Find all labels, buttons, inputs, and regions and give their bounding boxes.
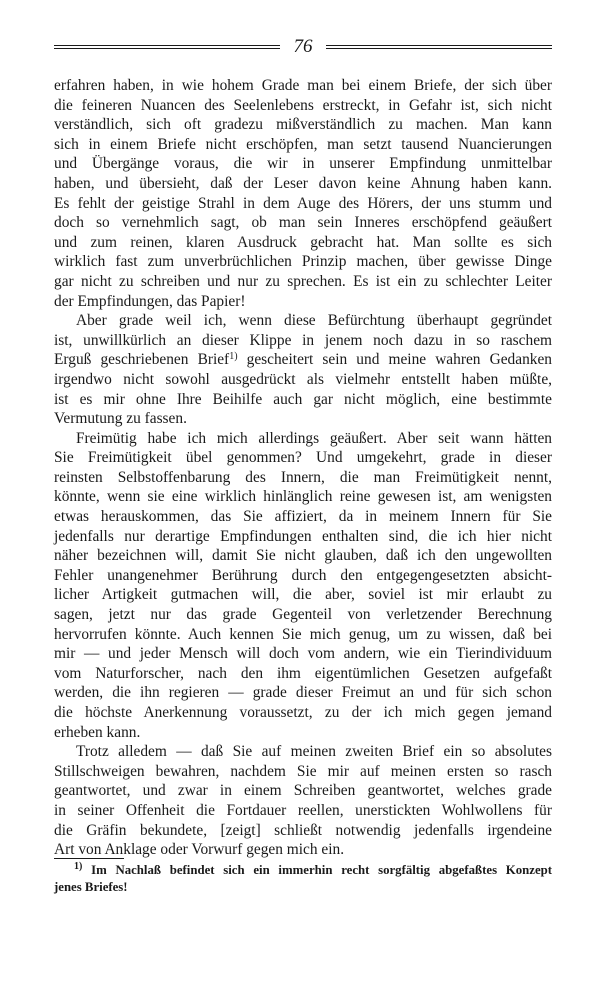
text-line: vom Naturforscher, nach den ihm eigentümlichen Gesetzen aufgefaßt [54,664,552,682]
text-line: der Empfindungen, das Papier! [54,292,246,310]
text-line: Aber grade weil ich, wenn diese Befürchtung überhaupt gegründet [76,312,552,330]
text-line: ist es mir ohne Ihre Beihilfe auch gar nicht möglich, eine bestimmte [54,390,552,408]
paragraph-2 [54,311,552,429]
text-segment: gescheitert sein und meine wahren Gedanken [246,351,552,369]
text-line: die Gräfin bekundete, [zeigt] schließt notwendig jedenfalls irgendeine [54,821,552,839]
text-line: sagen, jetzt nur das grade Gegenteil von verletzender Berechnung [54,606,552,624]
text-line: Trotz alledem — daß Sie auf meinen zweiten Brief ein so absolutes [76,743,552,761]
text-line: mir — und jeder Mensch will doch vom andern, wie ein Tierindividuum [54,645,552,663]
text-line: und Übergänge voraus, die wir in unserer Empfindung unmittelbar [54,155,552,173]
text-line: sich in einem Briefe nicht erschöpfen, man setzt tausend Nuancierungen [54,135,552,153]
footnote-reference: 1) [229,351,238,363]
text-line: licher Artigkeit gutmachen will, die aber, soviel ist mir erlaubt zu [54,586,552,604]
text-line: Freimütig habe ich mich allerdings geäußert. Aber seit wann hätten [76,429,552,447]
text-line: die höchste Anerkennung voraussetzt, zu der ich mich gegen jemand [54,704,552,721]
text-line: hervorrufen könnte. Auch kennen Sie mich genug, um zu wissen, daß bei [54,625,552,643]
text-line: doch so vernehmlich sagt, ob man sein Inneres erschöpfend geäußert [54,214,552,232]
text-line: verständlich, sich oft gradezu mißverständlich zu machen. Man kann [54,116,552,134]
page-number: 76 [293,36,313,57]
text-line: jedenfalls nur derartige Empfindungen enthalten sind, die ich hier nicht [54,527,552,545]
header-rule-right [326,45,552,49]
header-rule-left [54,45,280,49]
text-line: haben, und übersieht, daß der Leser davon keine Ahnung haben kann. [54,174,552,192]
paragraph-3 [54,429,552,743]
text-line: etwas herauskommen, das Sie affiziert, da in meinem Innern für Sie [54,508,552,526]
text-line-with-footnote [54,350,552,370]
text-line: wirklich fast zum unverbrüchlichen Prinzip machen, über gewisse Dinge [54,253,552,271]
text-line: die feineren Nuancen des Seelenlebens erstreckt, in Gefahr ist, sich nicht [54,96,552,114]
page-header [54,36,552,58]
text-line: gar nicht zu schreiben und nur zu sprechen. Es ist ein zu schlechter Leiter [54,272,552,290]
text-line: irgendwo nicht sowohl ausgedrückt als vielmehr entstellt haben müßte, [54,370,552,388]
text-segment: Erguß geschriebenen Brief [54,351,230,369]
text-line: Es fehlt der geistige Strahl in dem Auge des Hörers, der uns stumm und [54,194,552,212]
body-text [54,76,552,860]
text-line: erheben kann. [54,723,141,741]
text-line: geantwortet, und zwar in einem Schreiben geantwortet, welches grade [54,782,552,800]
text-line: erfahren haben, in wie hohem Grade man bei einem Briefe, der sich über [54,77,552,94]
text-line: in seiner Offenheit die Fortdauer reellen, unerstickten Wohlwollens für [54,801,552,819]
paragraph-1 [54,76,552,311]
text-line: reinsten Selbstoffenbarung des Innern, die man Freimütigkeit nennt, [54,468,552,486]
text-line: könnte, wenn sie eine wirklich hinlänglich reine gewesen ist, am wenigsten [54,488,552,506]
footnote-marker: 1) [74,861,83,872]
text-line: Art von Anklage oder Vorwurf gegen mich ein. [54,841,345,859]
text-line: Vermutung zu fassen. [54,410,187,428]
footnote-line [54,862,552,879]
footnote-divider [54,858,124,859]
text-line: ist, unwillkürlich an dieser Klippe in jenem noch dazu in so raschem [54,331,552,349]
paragraph-4 [54,742,552,860]
text-line: Fehler unangenehmer Berührung durch den entgegengesetzten absicht- [54,566,552,584]
text-line: Stillschweigen bewahren, nachdem Sie mir auf meinen ersten so rasch [54,762,552,780]
text-line: werden, die ihn regieren — grade dieser Freimut an und für sich schon [54,684,552,702]
footnote [54,862,552,896]
text-line: Sie Freimütigkeit übel genommen? Und umgekehrt, grade in dieser [54,449,552,467]
text-line: näher bezeichnen will, damit Sie nicht glauben, daß ich den ungewollten [54,547,552,565]
footnote-line: jenes Briefes! [54,880,128,894]
text-line: und zum reinen, klaren Ausdruck gebracht hat. Man sollte es sich [54,233,552,251]
footnote-text: Im Nachlaß befindet sich ein immerhin recht sorgfältig abgefaßtes Konzept [91,863,552,877]
